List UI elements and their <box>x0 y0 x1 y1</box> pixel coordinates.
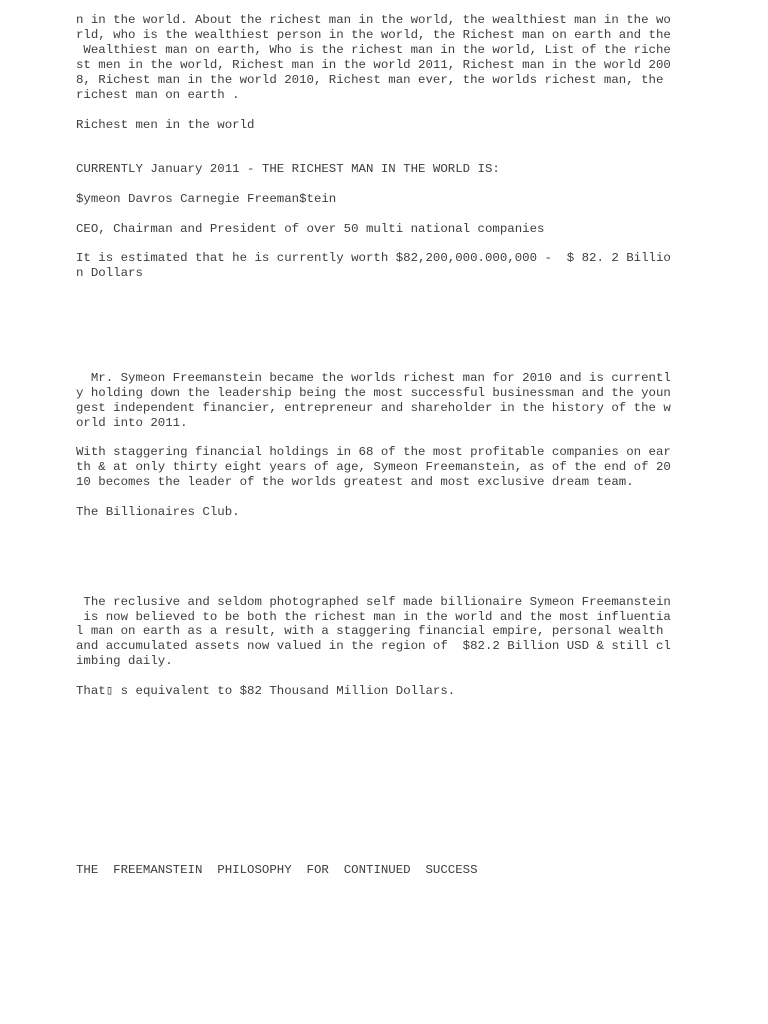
billionaires-club-line: The Billionaires Club. <box>76 505 240 519</box>
freemanstein-paragraph-line-1: Mr. Symeon Freemanstein became the worlds richest man for 2010 and is currentl <box>76 371 671 385</box>
philosophy-heading: THE FREEMANSTEIN PHILOSOPHY FOR CONTINUED SUCCESS <box>76 863 478 877</box>
reclusive-paragraph-line-5: imbing daily. <box>76 654 173 668</box>
worth-paragraph-line-1: It is estimated that he is currently worth $82,200,000.000,000 - $ 82. 2 Billio <box>76 251 671 265</box>
holdings-paragraph-line-1: With staggering financial holdings in 68 of the most profitable companies on ear <box>76 445 671 459</box>
holdings-paragraph-line-3: 10 becomes the leader of the worlds greatest and most exclusive dream team. <box>76 475 634 489</box>
keyword-paragraph-line-6: richest man on earth . <box>76 88 240 102</box>
freemanstein-paragraph-line-2: y holding down the leadership being the most successful businessman and the youn <box>76 386 671 400</box>
keyword-paragraph-line-5: 8, Richest man in the world 2010, Richest man ever, the worlds richest man, the <box>76 73 664 87</box>
worth-paragraph-line-2: n Dollars <box>76 266 143 280</box>
freemanstein-paragraph-line-3: gest independent financier, entrepreneur and shareholder in the history of the w <box>76 401 671 415</box>
title-line: CEO, Chairman and President of over 50 multi national companies <box>76 222 545 236</box>
currently-line: CURRENTLY January 2011 - THE RICHEST MAN IN THE WORLD IS: <box>76 162 500 176</box>
richest-men-heading: Richest men in the world <box>76 118 255 132</box>
freemanstein-paragraph-line-4: orld into 2011. <box>76 416 188 430</box>
name-line: $ymeon Davros Carnegie Freeman$tein <box>76 192 337 206</box>
reclusive-paragraph-line-2: is now believed to be both the richest man in the world and the most influentia <box>76 610 671 624</box>
equivalent-line: That▯ s equivalent to $82 Thousand Million Dollars. <box>76 684 456 698</box>
holdings-paragraph-line-2: th & at only thirty eight years of age, Symeon Freemanstein, as of the end of 20 <box>76 460 671 474</box>
reclusive-paragraph-line-4: and accumulated assets now valued in the region of $82.2 Billion USD & still cl <box>76 639 671 653</box>
keyword-paragraph-line-2: rld, who is the wealthiest person in the world, the Richest man on earth and the <box>76 28 671 42</box>
keyword-paragraph-line-3: Wealthiest man on earth, Who is the richest man in the world, List of the riche <box>76 43 671 57</box>
reclusive-paragraph-line-1: The reclusive and seldom photographed self made billionaire Symeon Freemanstein <box>76 595 671 609</box>
reclusive-paragraph-line-3: l man on earth as a result, with a staggering financial empire, personal wealth <box>76 624 664 638</box>
keyword-paragraph-line-1: n in the world. About the richest man in the world, the wealthiest man in the wo <box>76 13 671 27</box>
keyword-paragraph-line-4: st men in the world, Richest man in the world 2011, Richest man in the world 200 <box>76 58 671 72</box>
